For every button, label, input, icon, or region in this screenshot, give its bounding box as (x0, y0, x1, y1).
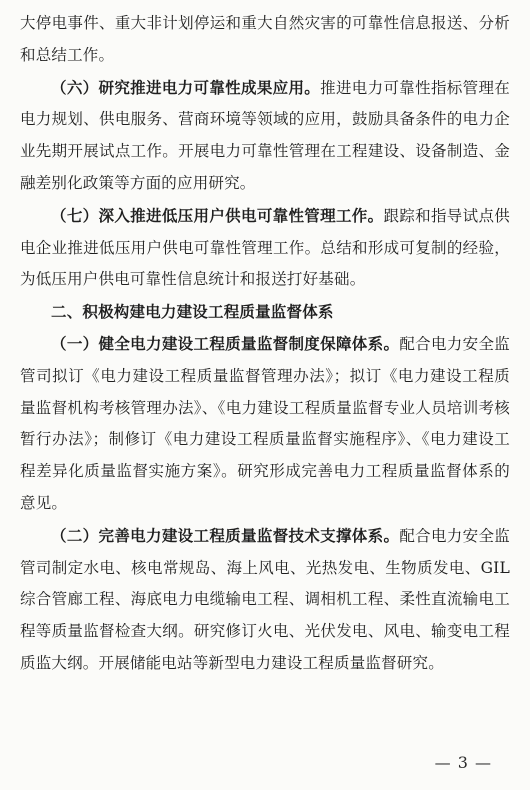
paragraph-body: 配合电力安全监管司拟订《电力建设工程质量监督管理办法》；拟订《电力建设工程质量监督机构考核管理办法》、《电力建设工程质量监督专业人员培训考核暂行办法》；制修订《电力建设工程质量监督实施程序》、《电力建设工程差异化质量监督实施方案》。研究形成完善电力工程质量监督体系的意见。 (20, 334, 511, 512)
paragraph-lead: （六）研究推进电力可靠性成果应用。 (51, 77, 321, 97)
document-page (20, 8, 510, 680)
page-number: — 3 — (434, 753, 492, 772)
paragraph-body: 配合电力安全监管司制定水电、核电常规岛、海上风电、光热发电、生物质发电、GIL 综合管廊工程、海底电力电缆输电工程、调相机工程、柔性直流输电工程等质量监督检查大纲。研究修订火电、光伏发电、风电、输变电工程质监大纲。开展储能电站等新型电力建设工程质量监督研究。 (20, 526, 511, 672)
section-heading: 二、积极构建电力建设工程质量监督体系 (51, 302, 334, 322)
paragraph-body: 跟踪和指导试点供电企业推进低压用户供电可靠性管理工作。总结和形成可复制的经验，为低压用户供电可靠性信息统计和报送打好基础。 (20, 206, 510, 289)
paragraph-item-7 (20, 200, 510, 296)
paragraph-lead: （一）健全电力建设工程质量监督制度保障体系。 (51, 333, 400, 353)
paragraph-body: 推进电力可靠性指标管理在电力规划、供电服务、营商环境等领域的应用，鼓励具备条件的电力企业先期开展试点工作。开展电力可靠性管理在工程建设、设备制造、金融差别化政策等方面的应用研究。 (20, 78, 510, 192)
paragraph-continued (20, 8, 510, 72)
paragraph-section2-item-1 (20, 328, 510, 520)
paragraph-lead: （七）深入推进低压用户供电可靠性管理工作。 (51, 205, 384, 225)
paragraph-section2-item-2 (20, 520, 510, 680)
paragraph-body: 大停电事件、重大非计划停运和重大自然灾害的可靠性信息报送、分析和总结工作。 (20, 14, 510, 64)
paragraph-item-6 (20, 72, 510, 200)
paragraph-lead: （二）完善电力建设工程质量监督技术支撑体系。 (51, 525, 400, 545)
